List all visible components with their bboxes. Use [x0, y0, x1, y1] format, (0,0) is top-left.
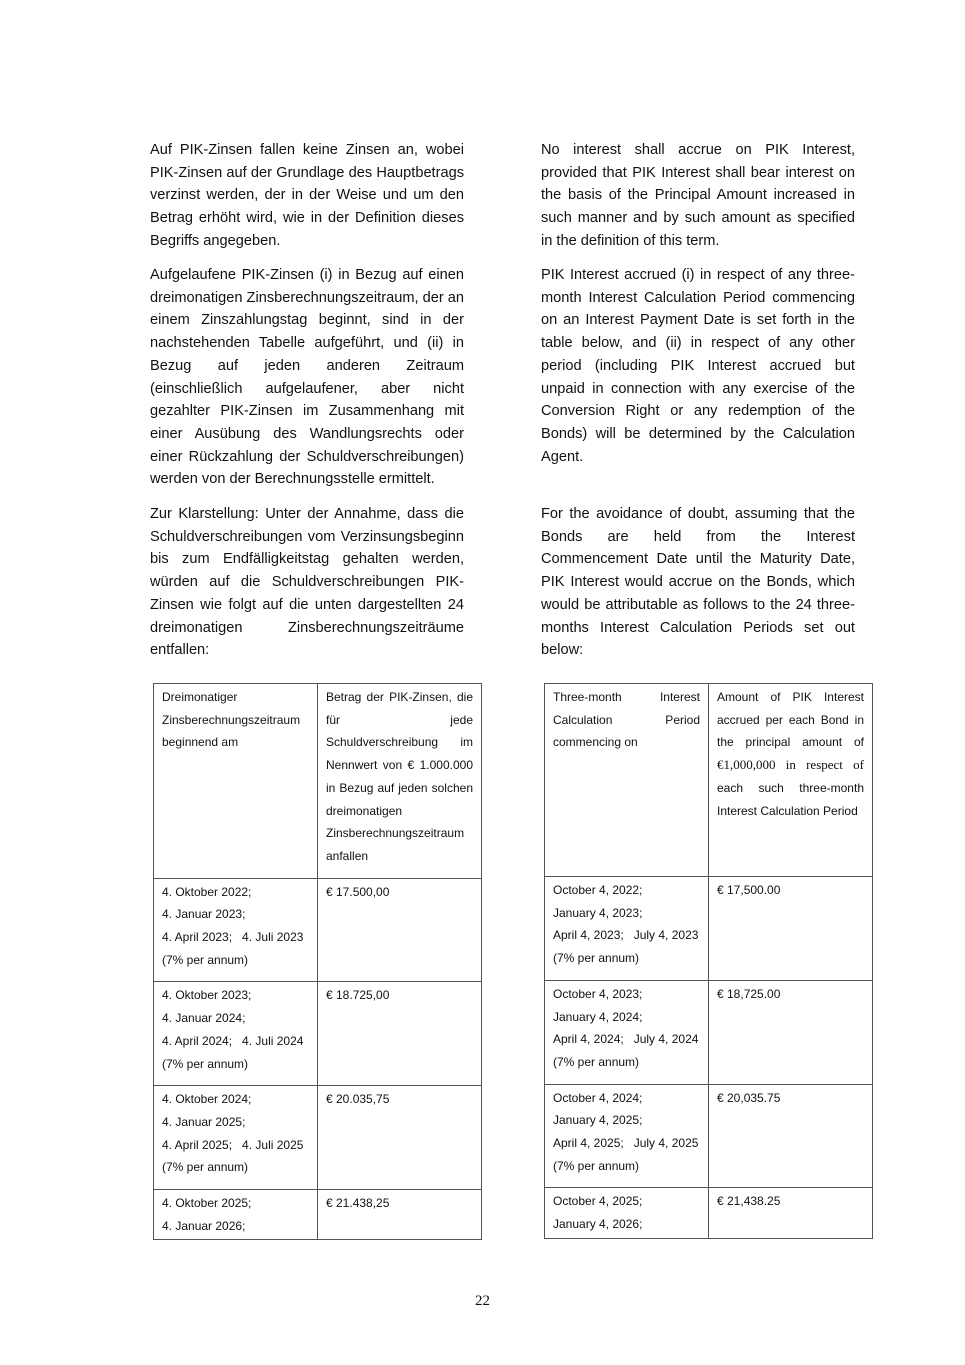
- date-line: 4. Oktober 2024;: [162, 1092, 252, 1107]
- period-cell: [545, 1084, 709, 1188]
- header-period-cell: [154, 684, 318, 879]
- table-row: [154, 1190, 482, 1240]
- date-line: 4. Januar 2024;: [162, 1011, 246, 1026]
- date-line: October 4, 2022;: [553, 883, 643, 897]
- header-text: Zinsberechnungszeitraum: [162, 712, 301, 727]
- date-line: October 4, 2024;: [553, 1090, 643, 1105]
- date-line: April 4, 2024; July 4, 2024: [553, 1032, 699, 1047]
- rate-line: (7% per annum): [162, 952, 249, 967]
- date-line: 4. Oktober 2023;: [162, 988, 252, 1003]
- rate-line: (7% per annum): [553, 1158, 640, 1173]
- amount-cell: € 21,438.25: [709, 1188, 873, 1238]
- german-paragraph-2: Aufgelaufene PIK-Zinsen (i) in Bezug auf einen dreimonatigen Zinsberechnungszeitraum, der an einem Zinszahlungstag beginnt, sind in der nachstehenden Tabelle aufgeführt, und (ii) in Bezug auf jeden anderen Zeitraum (einschließlich aufgelaufener, aber nicht gezahlter PIK-Zinsen im Zusammenhang mit einer Ausübung des Wandlungsrechts oder einer Rückzahlung der Schuldverschreibungen) werden von der Berechnungsstelle ermittelt.: [150, 267, 464, 488]
- amount-cell: € 17,500.00: [709, 877, 873, 981]
- header-text: dreimonatigen: [326, 803, 403, 818]
- period-cell: [154, 878, 318, 982]
- date-line: October 4, 2023;: [553, 986, 643, 1001]
- rate-line: (7% per annum): [553, 1054, 640, 1069]
- table-row: [154, 1086, 482, 1190]
- table-row: [154, 878, 482, 982]
- date-line: April 4, 2023; July 4, 2023: [553, 928, 699, 943]
- header-text: beginnend am: [162, 735, 239, 750]
- english-paragraph-3: For the avoidance of doubt, assuming that the Bonds are held from the Interest Commencement Date until the Maturity Date, PIK Interest would accrue on the Bonds, which would be attributable as follows to the 24 three-months Interest Calculation Periods set out below:: [541, 506, 855, 659]
- page-number: 22: [475, 1293, 490, 1309]
- date-line: 4. Oktober 2025;: [162, 1196, 252, 1211]
- german-pik-table: [153, 683, 482, 1240]
- header-text: anfallen: [326, 848, 369, 863]
- rate-line: (7% per annum): [162, 1056, 249, 1071]
- header-text: für jede: [326, 712, 473, 727]
- header-amount-cell: [318, 684, 482, 879]
- header-text: Betrag der PIK-Zinsen, die: [326, 690, 473, 704]
- date-line: January 4, 2025;: [553, 1113, 643, 1128]
- header-text: in Bezug auf jeden solchen: [326, 780, 473, 795]
- amount-cell: € 17.500,00: [318, 878, 482, 982]
- table-row: [545, 877, 873, 981]
- period-cell: [545, 980, 709, 1084]
- header-text: each such three-month: [717, 780, 864, 795]
- english-paragraph-2: PIK Interest accrued (i) in respect of any three-month Interest Calculation Period commencing on an Interest Payment Date is set forth in the table below, and (ii) in respect of any other period (including PIK Interest accrued but unpaid in connection with any exercise of the Conversion Right or any redemption of the Bonds) will be determined by the Calculation Agent.: [541, 267, 855, 465]
- table-row: [545, 980, 873, 1084]
- header-text: Calculation Period: [553, 712, 700, 727]
- header-text: commencing on: [553, 735, 638, 750]
- german-paragraph-1: Auf PIK-Zinsen fallen keine Zinsen an, wobei PIK-Zinsen auf der Grundlage des Hauptbetrags verzinst werden, der in der Weise und um den Betrag erhöht wird, wie in der Definition dieses Begriffs angegeben.: [150, 142, 464, 249]
- german-paragraph-3: Zur Klarstellung: Unter der Annahme, dass die Schuldverschreibungen vom Verzinsungsbeginn bis zum Endfälligkeitstag gehalten werden, würden auf die Schuldverschreibungen PIK-Zinsen wie folgt auf die unten dargestellten 24 dreimonatigen Zinsberechnungszeiträume entfallen:: [150, 506, 464, 659]
- table-row: [545, 1188, 873, 1238]
- period-cell: [154, 1086, 318, 1190]
- header-text: €1,000,000 in respect of: [717, 757, 864, 773]
- period-cell: [154, 982, 318, 1086]
- amount-cell: € 18.725,00: [318, 982, 482, 1086]
- header-text: the principal amount of: [717, 735, 864, 750]
- header-text: Schuldverschreibung im: [326, 735, 473, 750]
- date-line: 4. Januar 2025;: [162, 1114, 246, 1129]
- date-line: January 4, 2024;: [553, 1009, 643, 1024]
- table-row: [545, 1084, 873, 1188]
- period-cell: [545, 1188, 709, 1238]
- date-line: 4. Januar 2026;: [162, 1218, 246, 1233]
- header-text: Dreimonatiger: [162, 690, 238, 704]
- rate-line: (7% per annum): [162, 1160, 249, 1175]
- header-amount-cell: [709, 684, 873, 877]
- table-header-row: [154, 684, 482, 879]
- header-text: Three-month Interest: [553, 690, 700, 704]
- header-text: Interest Calculation Period: [717, 803, 858, 818]
- header-text: Zinsberechnungszeitraum: [326, 826, 465, 841]
- english-paragraph-1: No interest shall accrue on PIK Interest, provided that PIK Interest shall bear interest on the basis of the Principal Amount increased in such manner and by such amount as specified in the definition of this term.: [541, 142, 855, 249]
- date-line: 4. Januar 2023;: [162, 907, 246, 922]
- date-line: October 4, 2025;: [553, 1194, 643, 1209]
- amount-cell: € 20.035,75: [318, 1086, 482, 1190]
- table-row: [154, 982, 482, 1086]
- rate-line: (7% per annum): [553, 951, 640, 966]
- amount-cell: € 21.438,25: [318, 1190, 482, 1240]
- header-text: Amount of PIK Interest: [717, 690, 864, 704]
- amount-cell: € 18,725.00: [709, 980, 873, 1084]
- period-cell: [154, 1190, 318, 1240]
- date-line: 4. Oktober 2022;: [162, 884, 252, 899]
- date-line: 4. April 2025; 4. Juli 2025: [162, 1137, 304, 1152]
- date-line: 4. April 2023; 4. Juli 2023: [162, 930, 304, 945]
- period-cell: [545, 877, 709, 981]
- header-period-cell: [545, 684, 709, 877]
- date-line: January 4, 2023;: [553, 905, 643, 920]
- date-line: 4. April 2024; 4. Juli 2024: [162, 1033, 304, 1048]
- english-pik-table: [544, 683, 873, 1239]
- table-header-row: [545, 684, 873, 877]
- date-line: April 4, 2025; July 4, 2025: [553, 1136, 699, 1151]
- header-text: Nennwert von € 1.000.000: [326, 758, 473, 773]
- date-line: January 4, 2026;: [553, 1217, 643, 1232]
- amount-cell: € 20,035.75: [709, 1084, 873, 1188]
- header-text: accrued per each Bond in: [717, 712, 864, 727]
